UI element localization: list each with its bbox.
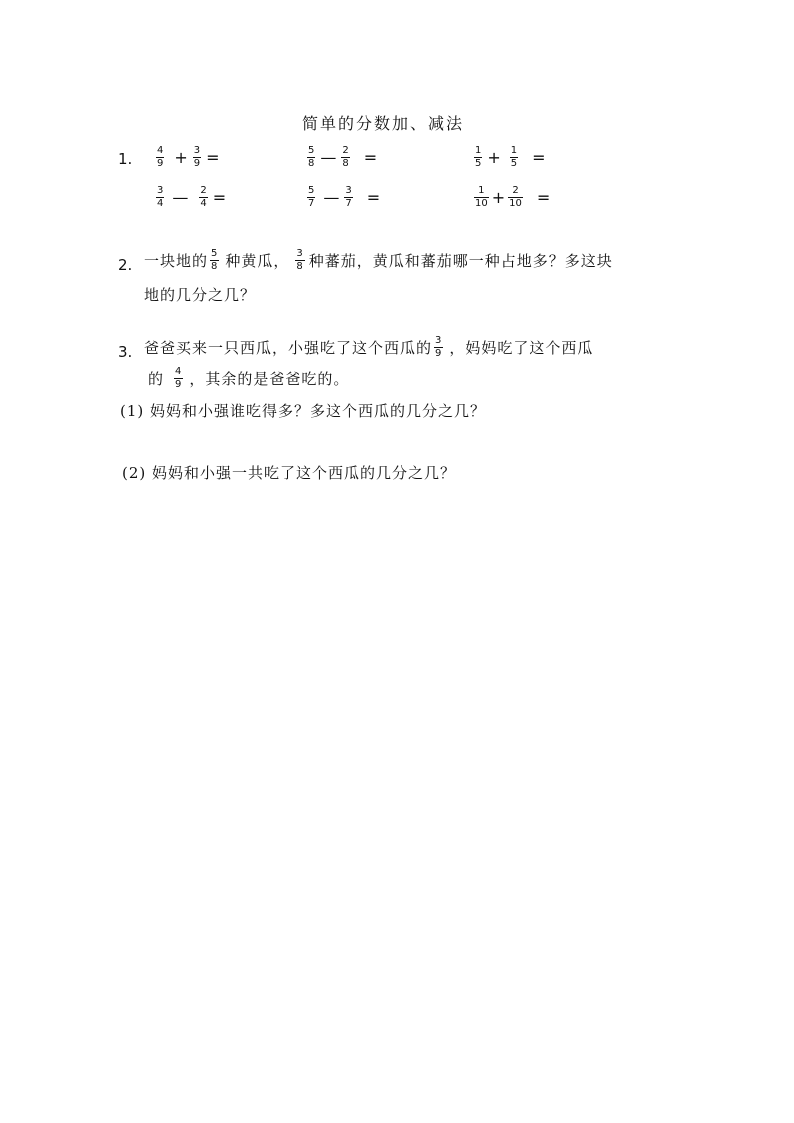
- q3-text-3: 的: [148, 370, 165, 388]
- fraction: $\frac{3}{7}$: [345, 185, 352, 209]
- q3-line-2: [148, 366, 349, 391]
- equals-sign: =: [363, 148, 378, 167]
- fraction: $\frac{3}{9}$: [193, 145, 201, 169]
- equals-sign: =: [212, 188, 227, 207]
- fraction: $\frac{3}{4}$: [157, 185, 164, 209]
- operator: +: [174, 148, 188, 167]
- q2-text-3: 种蕃茄，黄瓜和蕃茄哪一种占地多？多这块: [308, 252, 613, 270]
- fraction: $\frac{5}{8}$: [308, 145, 315, 169]
- q1-expr-1: [154, 145, 223, 170]
- fraction: $\frac{4}{9}$: [157, 145, 164, 169]
- q2-text-1: 一块地的: [144, 252, 209, 270]
- fraction: $\frac{2}{4}$: [200, 185, 207, 209]
- q2-text-2: 种黄瓜，: [225, 252, 290, 270]
- q1-expr-2: [305, 145, 380, 170]
- equals-sign: =: [366, 188, 381, 207]
- q3-text-4: ，其余的是爸爸吃的。: [189, 370, 350, 388]
- q1-number: 1.: [118, 150, 133, 168]
- fraction: $\frac{1}{5}$: [475, 145, 482, 169]
- equals-sign: =: [532, 148, 546, 167]
- equals-sign: =: [206, 148, 220, 167]
- q3-text-1: 爸爸买来一只西瓜，小强吃了这个西瓜的: [144, 339, 433, 357]
- q3-text-2: ，妈妈吃了这个西瓜: [449, 339, 594, 357]
- operator: +: [491, 188, 506, 207]
- fraction: $\frac{5}{8}$: [211, 248, 219, 272]
- q2-line-2: 地的几分之几？: [144, 286, 257, 304]
- operator: —: [172, 188, 189, 207]
- q1-expr-4: [154, 185, 229, 210]
- q3-subquestion-1: (1) 妈妈和小强谁吃得多？多这个西瓜的几分之几？: [120, 402, 487, 420]
- fraction: $\frac{3}{8}$: [296, 248, 304, 272]
- q2-line-1: [144, 248, 613, 273]
- fraction: $\frac{2}{10}$: [509, 185, 522, 209]
- q3-subquestion-2: (2) 妈妈和小强一共吃了这个西瓜的几分之几？: [122, 464, 457, 482]
- page-title: 简单的分数加、减法: [302, 114, 465, 133]
- fraction: $\frac{4}{9}$: [175, 366, 183, 390]
- operator: —: [323, 188, 340, 207]
- q2-number: 2.: [118, 256, 133, 274]
- fraction: $\frac{5}{7}$: [308, 185, 315, 209]
- q3-number: 3.: [118, 343, 133, 361]
- operator: —: [320, 148, 337, 167]
- operator: +: [487, 148, 501, 167]
- fraction: $\frac{3}{9}$: [435, 335, 443, 359]
- fraction: $\frac{1}{10}$: [475, 185, 488, 209]
- q1-expr-3: [472, 145, 549, 170]
- q1-expr-5: [305, 185, 383, 210]
- q3-line-1: [144, 335, 593, 360]
- fraction: $\frac{2}{8}$: [342, 145, 349, 169]
- q1-expr-6: [472, 185, 553, 210]
- equals-sign: =: [536, 188, 551, 207]
- fraction: $\frac{1}{5}$: [510, 145, 518, 169]
